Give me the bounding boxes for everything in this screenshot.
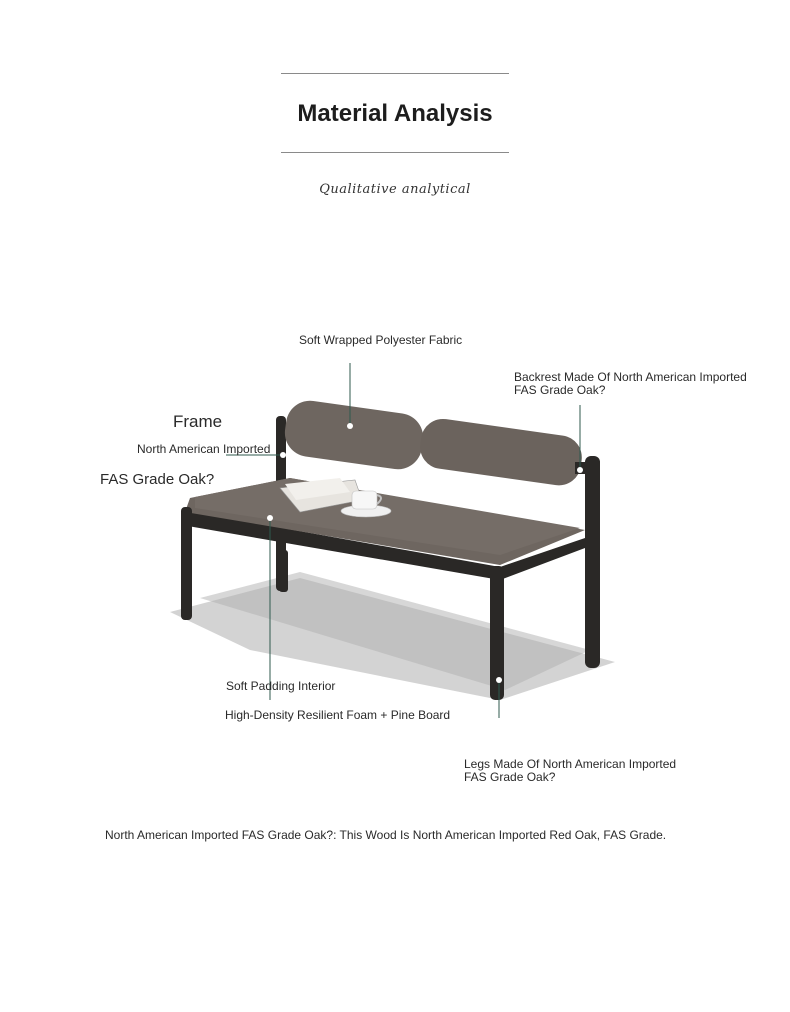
script-subtitle: Qualitative analytical — [319, 182, 471, 197]
frame-label-line2: FAS Grade Oak? — [100, 471, 215, 488]
padding-detail: High-Density Resilient Foam + Pine Board — [225, 708, 451, 722]
page-title: Material Analysis — [297, 100, 493, 127]
back-cushion-right — [417, 416, 584, 488]
leg-front-left — [181, 507, 192, 620]
callout-dot-frame — [280, 452, 286, 458]
padding-title: Soft Padding Interior — [226, 679, 336, 693]
material-note: North American Imported FAS Grade Oak?: This Wood Is North American Imported Red Oak, FAS Grade. — [105, 828, 667, 842]
legs-label-line1: Legs Made Of North American Imported — [464, 757, 677, 771]
leg-back-left — [279, 550, 288, 592]
back-right-post — [585, 456, 600, 668]
legs-label-line2: FAS Grade Oak? — [464, 770, 556, 784]
fabric-label: Soft Wrapped Polyester Fabric — [299, 333, 463, 347]
back-cushion-left — [282, 398, 426, 473]
cup — [352, 491, 377, 509]
callout-dot-backrest — [577, 467, 583, 473]
frame-title: Frame — [173, 412, 223, 431]
callout-dot-fabric — [347, 423, 353, 429]
backrest-label-line2: FAS Grade Oak? — [514, 383, 606, 397]
frame-label-line1: North American Imported — [137, 442, 271, 456]
backrest-label-line1: Backrest Made Of North American Imported — [514, 370, 747, 384]
callout-dot-padding — [267, 515, 273, 521]
callout-dot-legs — [496, 677, 502, 683]
